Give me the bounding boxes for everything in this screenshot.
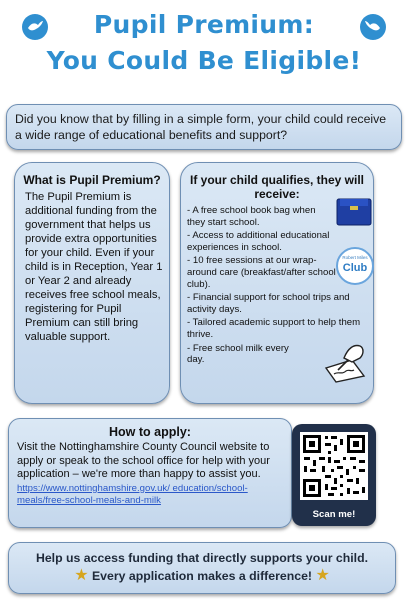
benefit-item: - Financial support for school trips and activity days. [187,292,350,315]
apply-heading: How to apply: [109,425,191,439]
club-badge-text: Club [342,262,368,274]
footer-line-1: Help us access funding that directly supports your child. [35,551,369,565]
benefit-item: - Free school milk every day. [187,342,289,366]
intro-text: Did you know that by filling in a simple form, your child could receive a wide range of educational benefits and support? [15,112,387,142]
writing-hand-icon [322,338,368,389]
benefit-item: - A free school book bag when they start school. [187,205,316,228]
star-icon: ★ [74,567,89,584]
title-line-1: Pupil Premium: [93,10,315,39]
footer-panel [8,542,396,594]
book-bag-icon [336,196,372,231]
how-to-apply-panel [8,418,292,528]
club-badge-small-text: Robert Miles [342,255,368,260]
what-heading: What is Pupil Premium? [23,173,161,187]
apply-link[interactable]: https://www.nottinghamshire.gov.uk/ education/school-meals/free-school-meals-and-milk [17,482,248,506]
benefit-item: - Access to additional educational experiences in school. [187,230,330,253]
what-body: The Pupil Premium is additional funding from the government that helps us provide extra opportunities for your child. Even if your child is in Reception, Year 1 or Year 2 and already receives free school meals, registering for Pupil Premium can still bring valuable support. [25,191,163,343]
page-title [0,8,408,80]
title-line-2: You Could Be Eligible! [46,46,362,75]
footer-line-2: Every application makes a difference! [91,569,313,583]
benefit-item: - 10 free sessions at our wrap-around care (breakfast/after school club). [187,255,336,290]
apply-body: Visit the Nottinghamshire County Council website to apply or speak to the school office for help with your application – we're more than happy to assist you. [17,441,270,480]
star-icon: ★ [315,567,330,584]
qualifies-heading: If your child qualifies, they will receive: [189,173,365,201]
qr-code-box[interactable] [292,424,376,526]
benefit-item: - Tailored academic support to help them thrive. [187,317,361,340]
what-is-panel [14,162,170,404]
intro-panel [6,104,402,150]
qr-scan-label: Scan me! [312,509,356,520]
club-badge-icon [336,247,374,285]
qr-code-icon [300,432,368,500]
footer-line-2-row [9,568,395,584]
